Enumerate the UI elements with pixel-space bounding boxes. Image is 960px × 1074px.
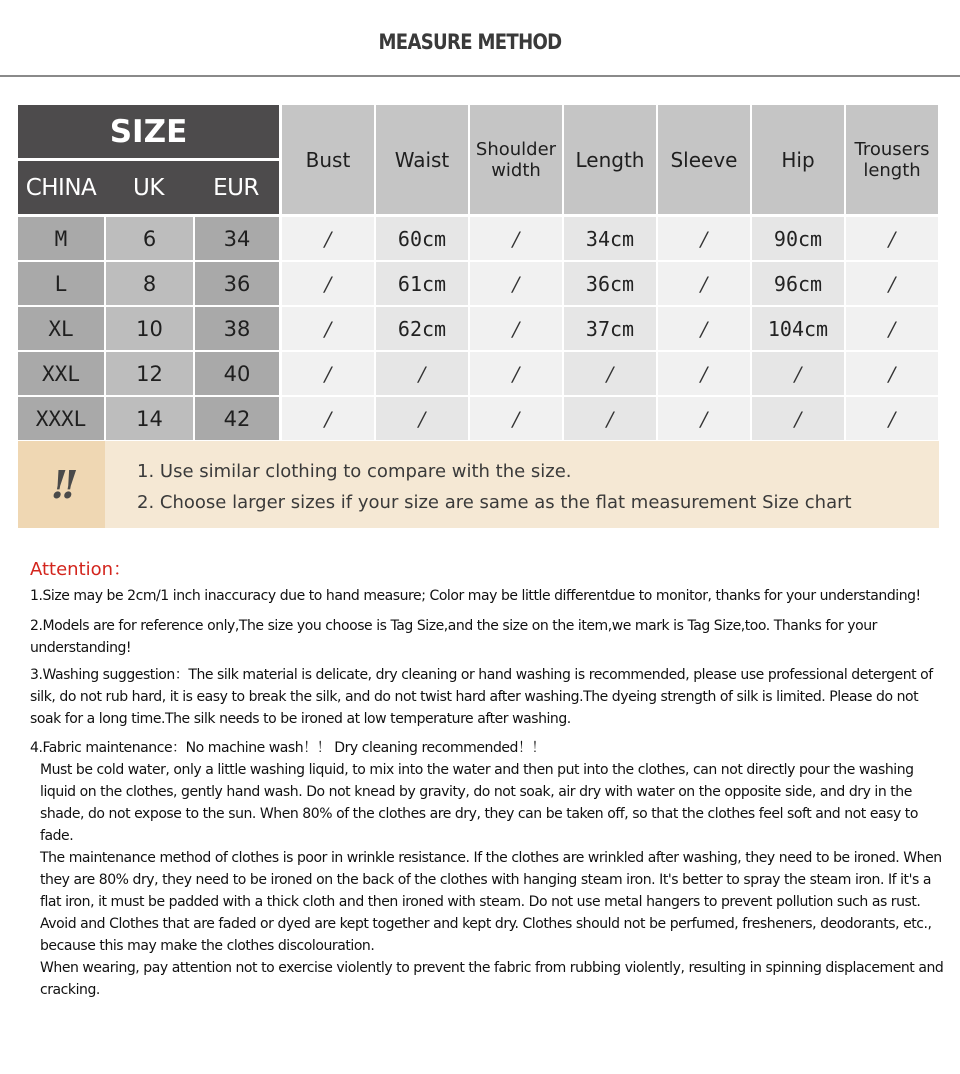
measure-cell: 96cm — [752, 262, 844, 305]
size-uk-cell: 12 — [106, 352, 193, 395]
column-header-label-line2: width — [491, 159, 541, 181]
attention-item-1 — [30, 585, 945, 607]
fabric-maintenance-washing: Must be cold water, only a little washing liquid, to mix into the water and then put into the clothes, can not directly pour the washing liquid on the clothes, gently hand wash. Do not knead by gravity, do not soak, air dry with water on the opposite side, and dry in the shade, do not expose to the sun. When 80% of the clothes are dry, they can be taken off, so that the clothes feel soft and not easy to fade. — [40, 762, 918, 844]
measure-cell: / — [470, 262, 562, 305]
measure-cell: 90cm — [752, 217, 844, 260]
title-divider — [0, 75, 960, 77]
attention-text-1: 1.Size may be 2cm/1 inch inaccuracy due to hand measure; Color may be little differentdue to monitor, thanks for your understanding! — [30, 588, 921, 604]
size-china-cell: L — [18, 262, 104, 305]
measure-cell: / — [564, 397, 656, 440]
column-header-label: Waist — [394, 147, 450, 172]
attention-heading: Attention： — [30, 559, 132, 580]
measure-cell: 60cm — [376, 217, 468, 260]
measure-cell: / — [658, 397, 750, 440]
size-eur-cell: 38 — [195, 307, 279, 350]
measure-cell: / — [470, 307, 562, 350]
column-header-label-line2: length — [863, 159, 921, 181]
measure-cell: / — [658, 307, 750, 350]
measure-cell: / — [470, 217, 562, 260]
measure-cell: / — [846, 352, 938, 395]
size-eur-cell: 42 — [195, 397, 279, 440]
double-exclamation-icon: !! — [50, 462, 73, 507]
attention-text-2: 2.Models are for reference only,The size you choose is Tag Size,and the size on the item,we mark is Tag Size,too. Thanks for your understanding! — [30, 618, 877, 656]
size-china-cell: XL — [18, 307, 104, 350]
tip-line-2: 2. Choose larger sizes if your size are same as the flat measurement Size chart — [137, 492, 852, 513]
measure-cell: 61cm — [376, 262, 468, 305]
measure-cell: / — [658, 262, 750, 305]
measure-cell: / — [282, 217, 374, 260]
measure-cell: / — [376, 352, 468, 395]
tips-icon-box — [18, 441, 105, 528]
measure-cell: 104cm — [752, 307, 844, 350]
measure-cell: / — [752, 397, 844, 440]
measure-cell: / — [846, 262, 938, 305]
column-header-label: Sleeve — [670, 147, 738, 172]
measure-cell: / — [282, 397, 374, 440]
column-header-label: Shoulder — [475, 138, 557, 160]
column-header-length — [564, 105, 656, 214]
tip-line-1: 1. Use similar clothing to compare with the size. — [137, 461, 572, 482]
column-header-hip — [752, 105, 844, 214]
column-header-waist — [376, 105, 468, 214]
size-uk-cell: 8 — [106, 262, 193, 305]
region-header-0: CHINA — [18, 161, 104, 214]
page-title: MEASURE METHOD — [378, 30, 562, 54]
size-uk-cell: 10 — [106, 307, 193, 350]
measure-cell: 37cm — [564, 307, 656, 350]
measure-cell: 34cm — [564, 217, 656, 260]
region-header-1: UK — [104, 161, 193, 214]
measure-cell: / — [846, 397, 938, 440]
measure-cell: / — [564, 352, 656, 395]
measure-cell: 62cm — [376, 307, 468, 350]
measure-cell: / — [470, 352, 562, 395]
size-eur-cell: 36 — [195, 262, 279, 305]
measure-cell: 36cm — [564, 262, 656, 305]
attention-item-3 — [30, 664, 945, 730]
size-china-cell: XXL — [18, 352, 104, 395]
measure-cell: / — [846, 307, 938, 350]
region-header-2: EUR — [193, 161, 279, 214]
column-header-trousers — [846, 105, 938, 214]
column-header-label: Bust — [305, 147, 351, 172]
attention-item-4 — [30, 737, 945, 1001]
size-china-cell: XXXL — [18, 397, 104, 440]
size-eur-cell: 34 — [195, 217, 279, 260]
fabric-maintenance-ironing: The maintenance method of clothes is poor in wrinkle resistance. If the clothes are wrinkled after washing, they need to be ironed. When they are 80% dry, they need to be ironed on the back of the clothes with hanging steam iron. It's better to spray the steam iron. If it's a flat iron, it must be padded with a thick cloth and then ironed with steam. Do not use metal hangers to prevent pollution such as rust. Avoid and Clothes that are faded or dyed are kept together and kept dry. Clothes should not be perfumed, fresheners, deodorants, etc., because this may make the clothes discolouration. — [40, 850, 942, 954]
size-header: SIZE — [18, 105, 279, 158]
column-header-label: Trousers — [854, 138, 930, 160]
column-header-sleeve — [658, 105, 750, 214]
fabric-maintenance-wearing: When wearing, pay attention not to exercise violently to prevent the fabric from rubbing violently, resulting in spinning displacement and cracking. — [40, 960, 944, 998]
measure-cell: / — [376, 397, 468, 440]
column-header-bust — [282, 105, 374, 214]
measure-cell: / — [282, 307, 374, 350]
measure-cell: / — [752, 352, 844, 395]
size-eur-cell: 40 — [195, 352, 279, 395]
fabric-maintenance-title: 4.Fabric maintenance：No machine wash！！ Dry cleaning recommended！！ — [30, 740, 546, 756]
measure-cell: / — [658, 352, 750, 395]
size-china-cell: M — [18, 217, 104, 260]
column-header-label: Hip — [781, 147, 815, 172]
measure-cell: / — [282, 352, 374, 395]
column-header-shoulder — [470, 105, 562, 214]
size-uk-cell: 6 — [106, 217, 193, 260]
column-header-label: Length — [575, 147, 645, 172]
measure-cell: / — [658, 217, 750, 260]
measure-cell: / — [470, 397, 562, 440]
size-tips-box — [18, 441, 939, 528]
attention-text-3: 3.Washing suggestion：The silk material is delicate, dry cleaning or hand washing is recommended, please use professional detergent of silk, do not rub hard, it is easy to break the silk, and do not twist hard after washing.The dyeing strength of silk is limited. Please do not soak for a long time.The silk needs to be ironed at low temperature after washing. — [30, 667, 933, 727]
measure-cell: / — [282, 262, 374, 305]
size-uk-cell: 14 — [106, 397, 193, 440]
measure-cell: / — [846, 217, 938, 260]
attention-item-2 — [30, 615, 945, 659]
